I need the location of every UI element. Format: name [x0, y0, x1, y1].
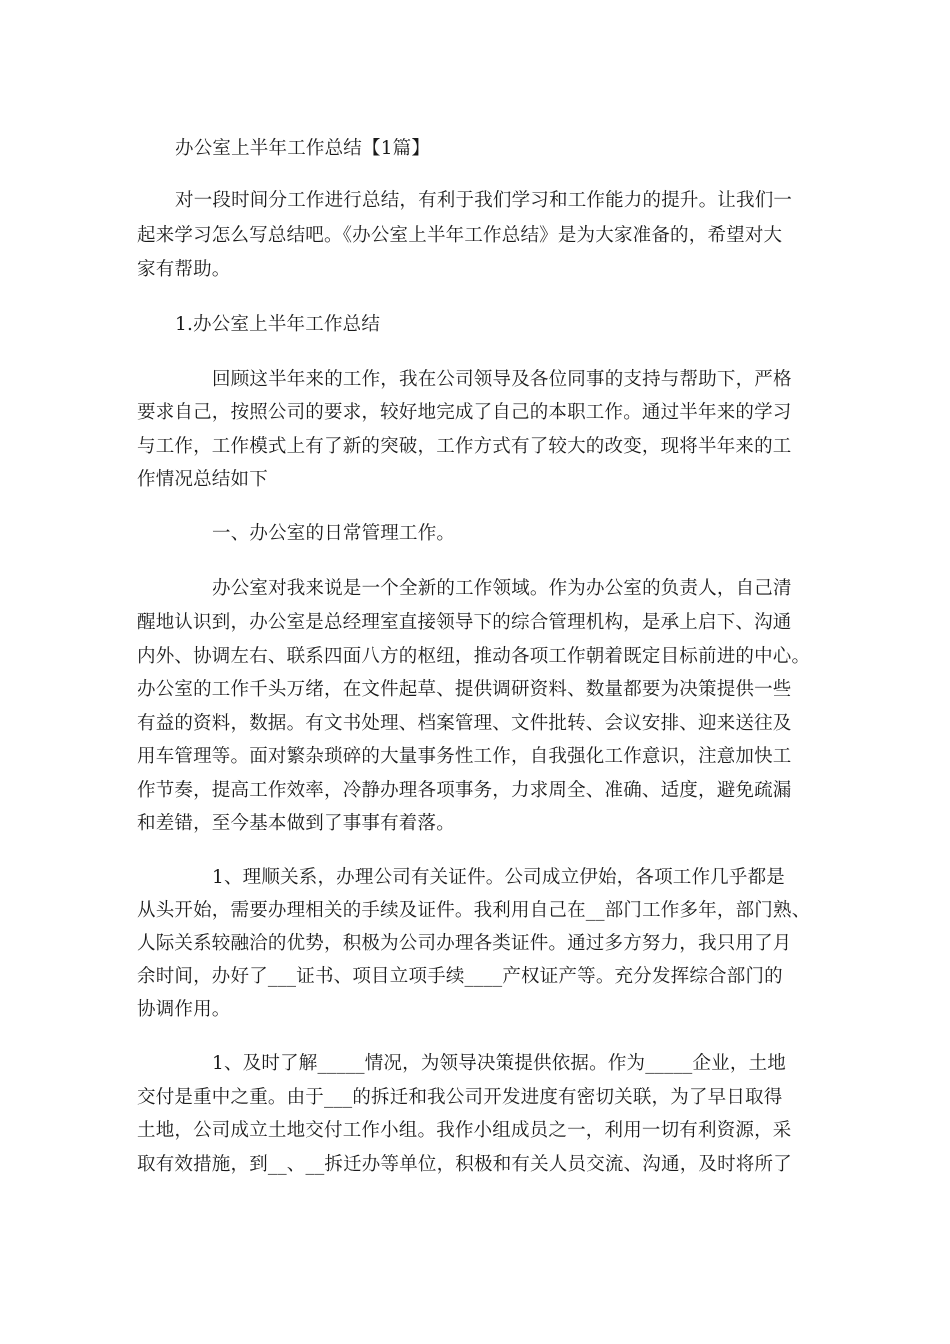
section-heading: 1.办公室上半年工作总结	[175, 314, 381, 335]
paragraph-line: 办公室对我来说是一个全新的工作领域。作为办公室的负责人，自己清	[212, 578, 792, 599]
paragraph-line: 交付是重中之重。由于___的拆迁和我公司开发进度有密切关联，为了早日取得	[137, 1087, 783, 1108]
paragraph-line: 要求自己，按照公司的要求，较好地完成了自己的本职工作。通过半年来的学习	[137, 402, 792, 423]
paragraph-line: 从头开始，需要办理相关的手续及证件。我利用自己在__部门工作多年，部门熟、	[137, 900, 811, 921]
paragraph-line: 起来学习怎么写总结吧。《办公室上半年工作总结》是为大家准备的，希望对大	[137, 225, 783, 246]
paragraph-line: 作情况总结如下	[137, 469, 268, 490]
paragraph-line: 人际关系较融洽的优势，积极为公司办理各类证件。通过多方努力，我只用了月	[137, 933, 792, 954]
paragraph-line: 对一段时间分工作进行总结，有利于我们学习和工作能力的提升。让我们一	[175, 190, 793, 211]
paragraph-line: 1、及时了解_____情况，为领导决策提供依据。作为_____企业，土地	[212, 1053, 786, 1074]
sub-heading: 一、办公室的日常管理工作。	[212, 523, 456, 544]
paragraph-line: 1、理顺关系，办理公司有关证件。公司成立伊始，各项工作几乎都是	[212, 867, 785, 888]
paragraph-line: 醒地认识到，办公室是总经理室直接领导下的综合管理机构，是承上启下、沟通	[137, 612, 792, 633]
paragraph-line: 回顾这半年来的工作，我在公司领导及各位同事的支持与帮助下，严格	[212, 369, 792, 390]
paragraph-line: 和差错，至今基本做到了事事有着落。	[137, 813, 455, 834]
document-title: 办公室上半年工作总结【1篇】	[175, 138, 431, 159]
paragraph-line: 内外、协调左右、联系四面八方的枢纽，推动各项工作朝着既定目标前进的中心。	[137, 646, 811, 667]
paragraph-line: 与工作，工作模式上有了新的突破，工作方式有了较大的改变，现将半年来的工	[137, 436, 792, 457]
paragraph-line: 办公室的工作千头万绪，在文件起草、提供调研资料、数量都要为决策提供一些	[137, 679, 792, 700]
paragraph-line: 协调作用。	[137, 999, 231, 1020]
paragraph-line: 余时间，办好了___证书、项目立项手续____产权证产等。充分发挥综合部门的	[137, 966, 783, 987]
paragraph-line: 家有帮助。	[137, 259, 231, 280]
paragraph-line: 土地，公司成立土地交付工作小组。我作小组成员之一，利用一切有利资源，采	[137, 1120, 792, 1141]
paragraph-line: 有益的资料，数据。有文书处理、档案管理、文件批转、会议安排、迎来送往及	[137, 713, 792, 734]
paragraph-line: 作节奏，提高工作效率，冷静办理各项事务，力求周全、准确、适度，避免疏漏	[137, 780, 792, 801]
paragraph-line: 取有效措施，到__、__拆迁办等单位，积极和有关人员交流、沟通，及时将所了	[137, 1154, 792, 1175]
paragraph-line: 用车管理等。面对繁杂琐碎的大量事务性工作，自我强化工作意识，注意加快工	[137, 746, 792, 767]
